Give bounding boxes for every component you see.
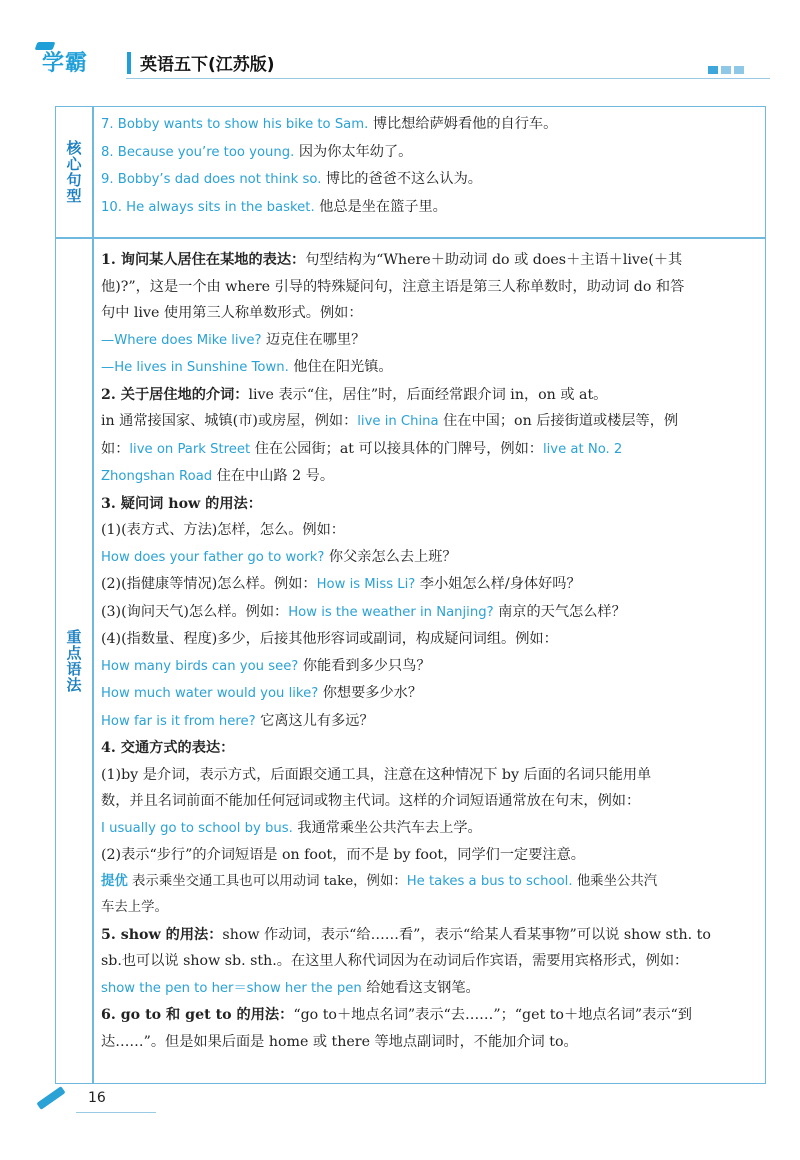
content-table [55, 106, 766, 1084]
section-label-core: 核心句型 [64, 140, 83, 204]
pencil-icon [36, 1086, 65, 1110]
page-header [30, 40, 770, 84]
header-decoration [708, 66, 744, 74]
book-title: 英语五下(江苏版) [140, 55, 275, 75]
header-separator [127, 52, 131, 74]
brand-logo: 学霸 [42, 51, 89, 76]
header-rule [126, 78, 770, 79]
tip-badge: 提优 [101, 873, 128, 889]
list-item: 7. Bobby wants to show his bike to Sam. 博比想给萨姆看他的自行车。 [101, 116, 558, 132]
core-sentences [101, 111, 755, 221]
list-item: 8. Because you’re too young. 因为你太年幼了。 [101, 143, 413, 160]
page-footer [36, 1088, 236, 1118]
list-item: 10. He always sits in the basket. 他总是坐在篮子里。 [101, 198, 447, 215]
list-item: 9. Bobby’s dad does not think so. 博比的爸爸不这么认为。 [101, 171, 482, 187]
section-label-grammar: 重点语法 [64, 629, 83, 693]
grammar-notes: 1. 询问某人居住在某地的表达：句型结构为“Where＋助动词 do 或 does＋主语＋live(＋其 他)?”，这是一个由 where 引导的特殊疑问句，注意主语是第三人称单数时，助动词 do 和答 句中 live 使用第三人称单数形式。例如： —Where does Mike live? 迈克住在哪里？ —He lives in Sunshine Town. 他住在阳光镇。 2. 关于居住地的介词：live 表示“住，居住”时，后面经常跟介词 in，on 或 at。 in 通常接国家、城镇(市)或房屋，例如：live in China 住在中国；on 后接街道或楼层等，例 如：live on Park Street 住在公园街；at 可以接具体的门牌号，例如：live at No. 2 Zhongshan Road 住在中山路 2 号。 3. 疑问词 how 的用法： (1)(表方式、方法)怎样，怎么。例如： How does your father go to work? 你父亲怎么去上班？ (2)(指健康等情况)怎么样。例如：How is Miss Li? 李小姐怎么样/身体好吗？ (3)(询问天气)怎么样。例如：How is the weather in Nanjing? 南京的天气怎么样？ (4)(指数量、程度)多少，后接其他形容词或副词，构成疑问词组。例如： How many birds can you see? 你能看到多少只鸟？ How much water would you like? 你想要多少水？ How far is it from here? 它离这儿有多远？ 4. 交通方式的表达： (1)by 是介词，表示方式，后面跟交通工具，注意在这种情况下 by 后面的名词只能用单 数，并且名词前面不能加任何冠词或物主代词。这样的介词短语通常放在句末，例如： I usually go to school by bus. 我通常乘坐公共汽车去上学。 (2)表示“步行”的介词短语是 on foot，而不是 by foot，同学们一定要注意。 提优 表示乘坐交通工具也可以用动词 take，例如：He takes a bus to school. 他乘坐公共汽 车去上学。 5. show 的用法：show 作动词，表示“给……看”，表示“给某人看某事物”可以说 show sth. to sb.也可以说 show sb. sth.。在这里人称代词因为在动词后作宾语，需要用宾格形式，例如： show the pen to her＝show her the pen 给她看这支钢笔。 6. go to 和 get to 的用法：“go to＋地点名词”表示“去……”；“get to＋地点名词”表示“到 达……”。但是如果后面是 home 或 there 等地点副词时，不能加介词 to。 [101, 252, 711, 1050]
page-number: 16 [88, 1090, 106, 1106]
